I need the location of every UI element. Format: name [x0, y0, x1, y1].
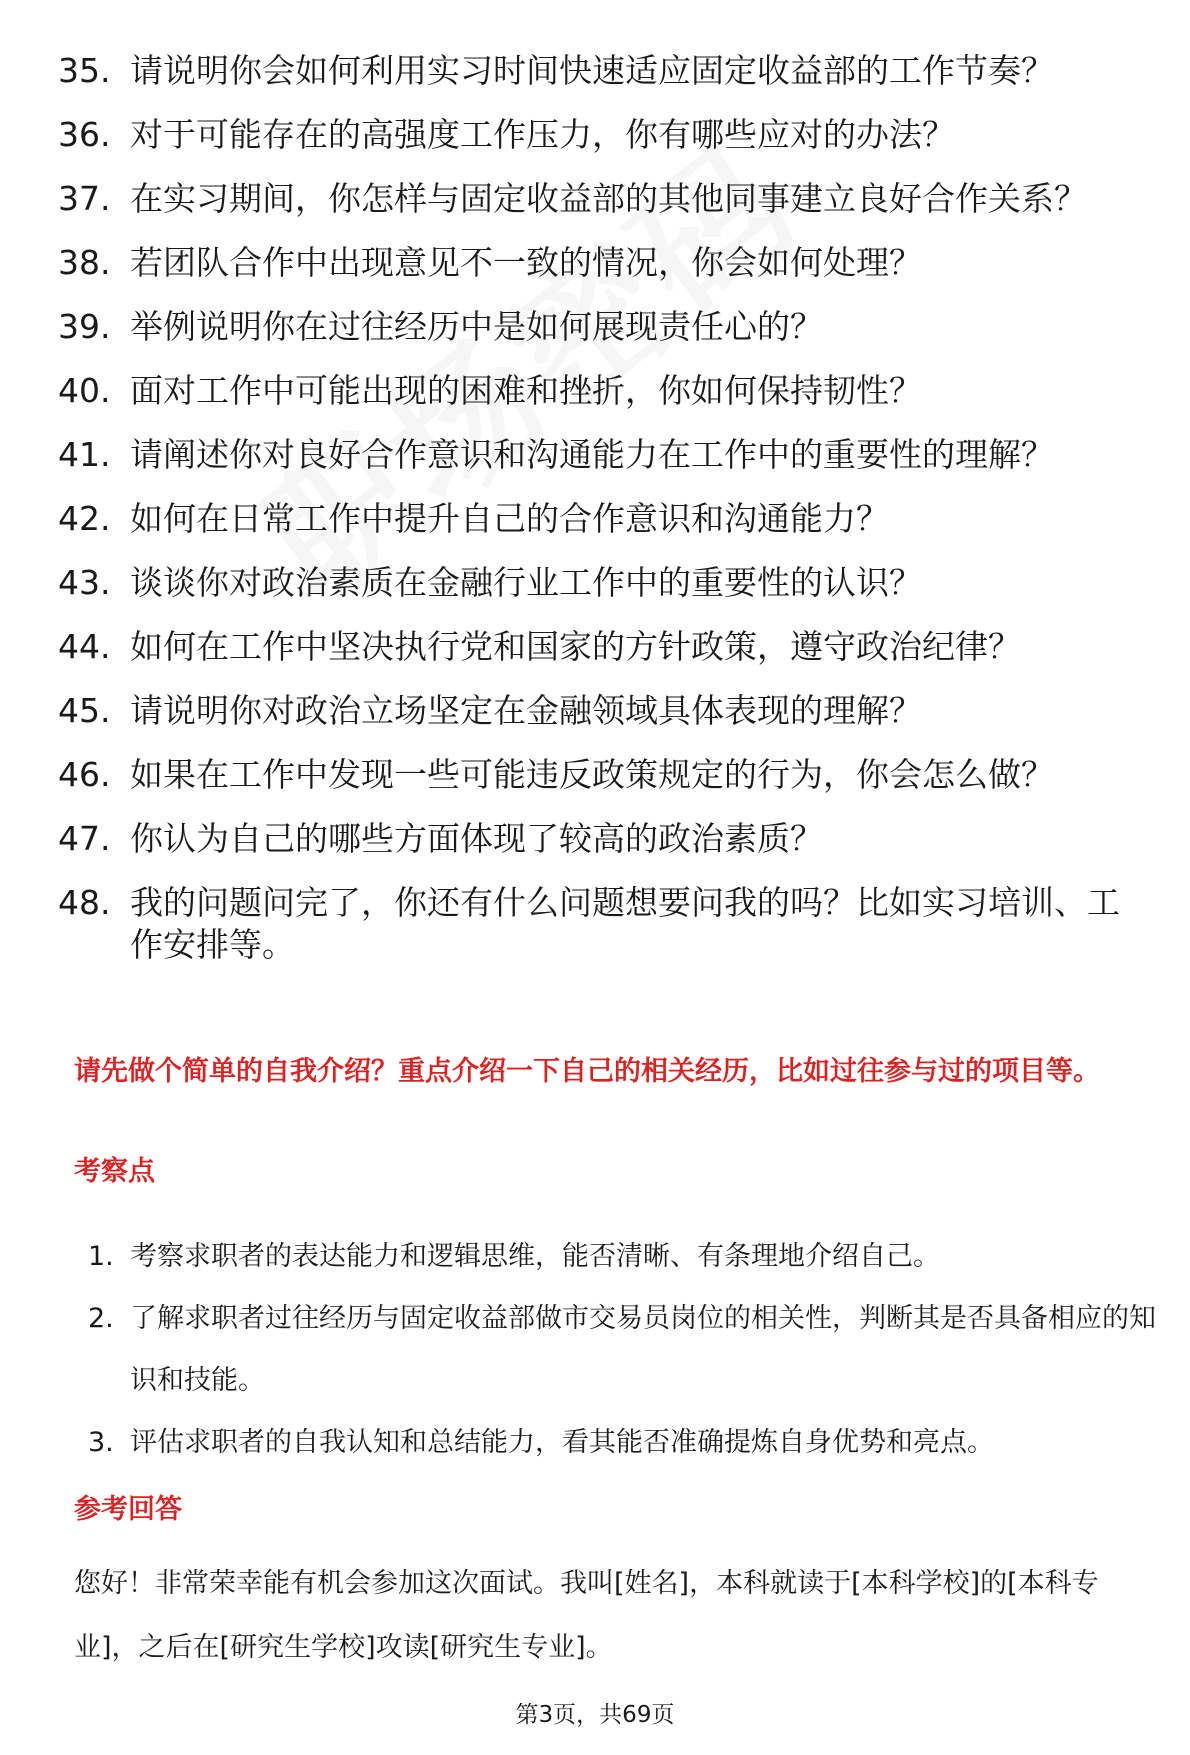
- question-item: [58, 882, 1138, 966]
- question-item: [58, 498, 1138, 540]
- page-footer: 第3页，共69页: [515, 1702, 675, 1728]
- question-number: 43.: [58, 563, 111, 602]
- question-text: 如果在工作中发现一些可能违反政策规定的行为，你会怎么做？: [130, 755, 1054, 794]
- question-number: 44.: [58, 627, 111, 666]
- point-text: 了解求职者过往经历与固定收益部做市交易员岗位的相关性，判断其是否具备相应的知识和技能。: [130, 1303, 1156, 1396]
- question-item: [58, 114, 1138, 156]
- question-item: [58, 562, 1138, 604]
- question-number: 47.: [58, 819, 111, 858]
- question-text: 请说明你会如何利用实习时间快速适应固定收益部的工作节奏？: [130, 51, 1054, 90]
- assessment-point-list: [88, 1226, 1168, 1474]
- question-number: 38.: [58, 243, 111, 282]
- reference-answer-label: 参考回答: [74, 1494, 182, 1525]
- question-item: [58, 370, 1138, 412]
- question-number: 48.: [58, 883, 111, 922]
- question-text: 你认为自己的哪些方面体现了较高的政治素质？: [130, 819, 823, 858]
- question-number: 41.: [58, 435, 111, 474]
- question-item: [58, 306, 1138, 348]
- question-text: 谈谈你对政治素质在金融行业工作中的重要性的认识？: [130, 563, 922, 602]
- question-number: 35.: [58, 51, 111, 90]
- question-item: [58, 242, 1138, 284]
- question-text: 如何在日常工作中提升自己的合作意识和沟通能力？: [130, 499, 889, 538]
- question-text: 面对工作中可能出现的困难和挫折，你如何保持韧性？: [130, 371, 922, 410]
- question-text: 举例说明你在过往经历中是如何展现责任心的？: [130, 307, 823, 346]
- point-text: 考察求职者的表达能力和逻辑思维，能否清晰、有条理地介绍自己。: [130, 1241, 940, 1272]
- question-number: 42.: [58, 499, 111, 538]
- question-list: [58, 50, 1138, 988]
- question-item: [58, 626, 1138, 668]
- question-number: 37.: [58, 179, 111, 218]
- reference-answer-text: 您好！非常荣幸能有机会参加这次面试。我叫[姓名]，本科就读于[本科学校]的[本科专业]，之后在[研究生学校]攻读[研究生专业]。: [74, 1568, 1099, 1663]
- point-number: 3.: [88, 1427, 114, 1458]
- question-text: 请说明你对政治立场坚定在金融领域具体表现的理解？: [130, 691, 922, 730]
- point-text: 评估求职者的自我认知和总结能力，看其能否准确提炼自身优势和亮点。: [130, 1427, 994, 1458]
- assessment-point: [88, 1412, 1168, 1474]
- question-text: 请阐述你对良好合作意识和沟通能力在工作中的重要性的理解？: [130, 435, 1054, 474]
- question-text: 如何在工作中坚决执行党和国家的方针政策，遵守政治纪律？: [130, 627, 1021, 666]
- question-item: [58, 818, 1138, 860]
- question-item: [58, 178, 1138, 220]
- question-number: 39.: [58, 307, 111, 346]
- question-item: [58, 50, 1138, 92]
- question-text: 对于可能存在的高强度工作压力，你有哪些应对的办法？: [130, 115, 955, 154]
- question-number: 40.: [58, 371, 111, 410]
- question-number: 45.: [58, 691, 111, 730]
- question-item: [58, 754, 1138, 796]
- question-number: 46.: [58, 755, 111, 794]
- featured-question-heading: 请先做个简单的自我介绍？重点介绍一下自己的相关经历，比如过往参与过的项目等。: [74, 1056, 1100, 1087]
- assessment-point: [88, 1288, 1168, 1412]
- point-number: 1.: [88, 1241, 114, 1272]
- question-text: 我的问题问完了，你还有什么问题想要问我的吗？比如实习培训、工作安排等。: [130, 883, 1120, 964]
- assessment-label: 考察点: [74, 1156, 155, 1187]
- point-number: 2.: [88, 1303, 114, 1334]
- question-item: [58, 434, 1138, 476]
- question-item: [58, 690, 1138, 732]
- assessment-point: [88, 1226, 1168, 1288]
- question-text: 在实习期间，你怎样与固定收益部的其他同事建立良好合作关系？: [130, 179, 1087, 218]
- question-number: 36.: [58, 115, 111, 154]
- question-text: 若团队合作中出现意见不一致的情况，你会如何处理？: [130, 243, 922, 282]
